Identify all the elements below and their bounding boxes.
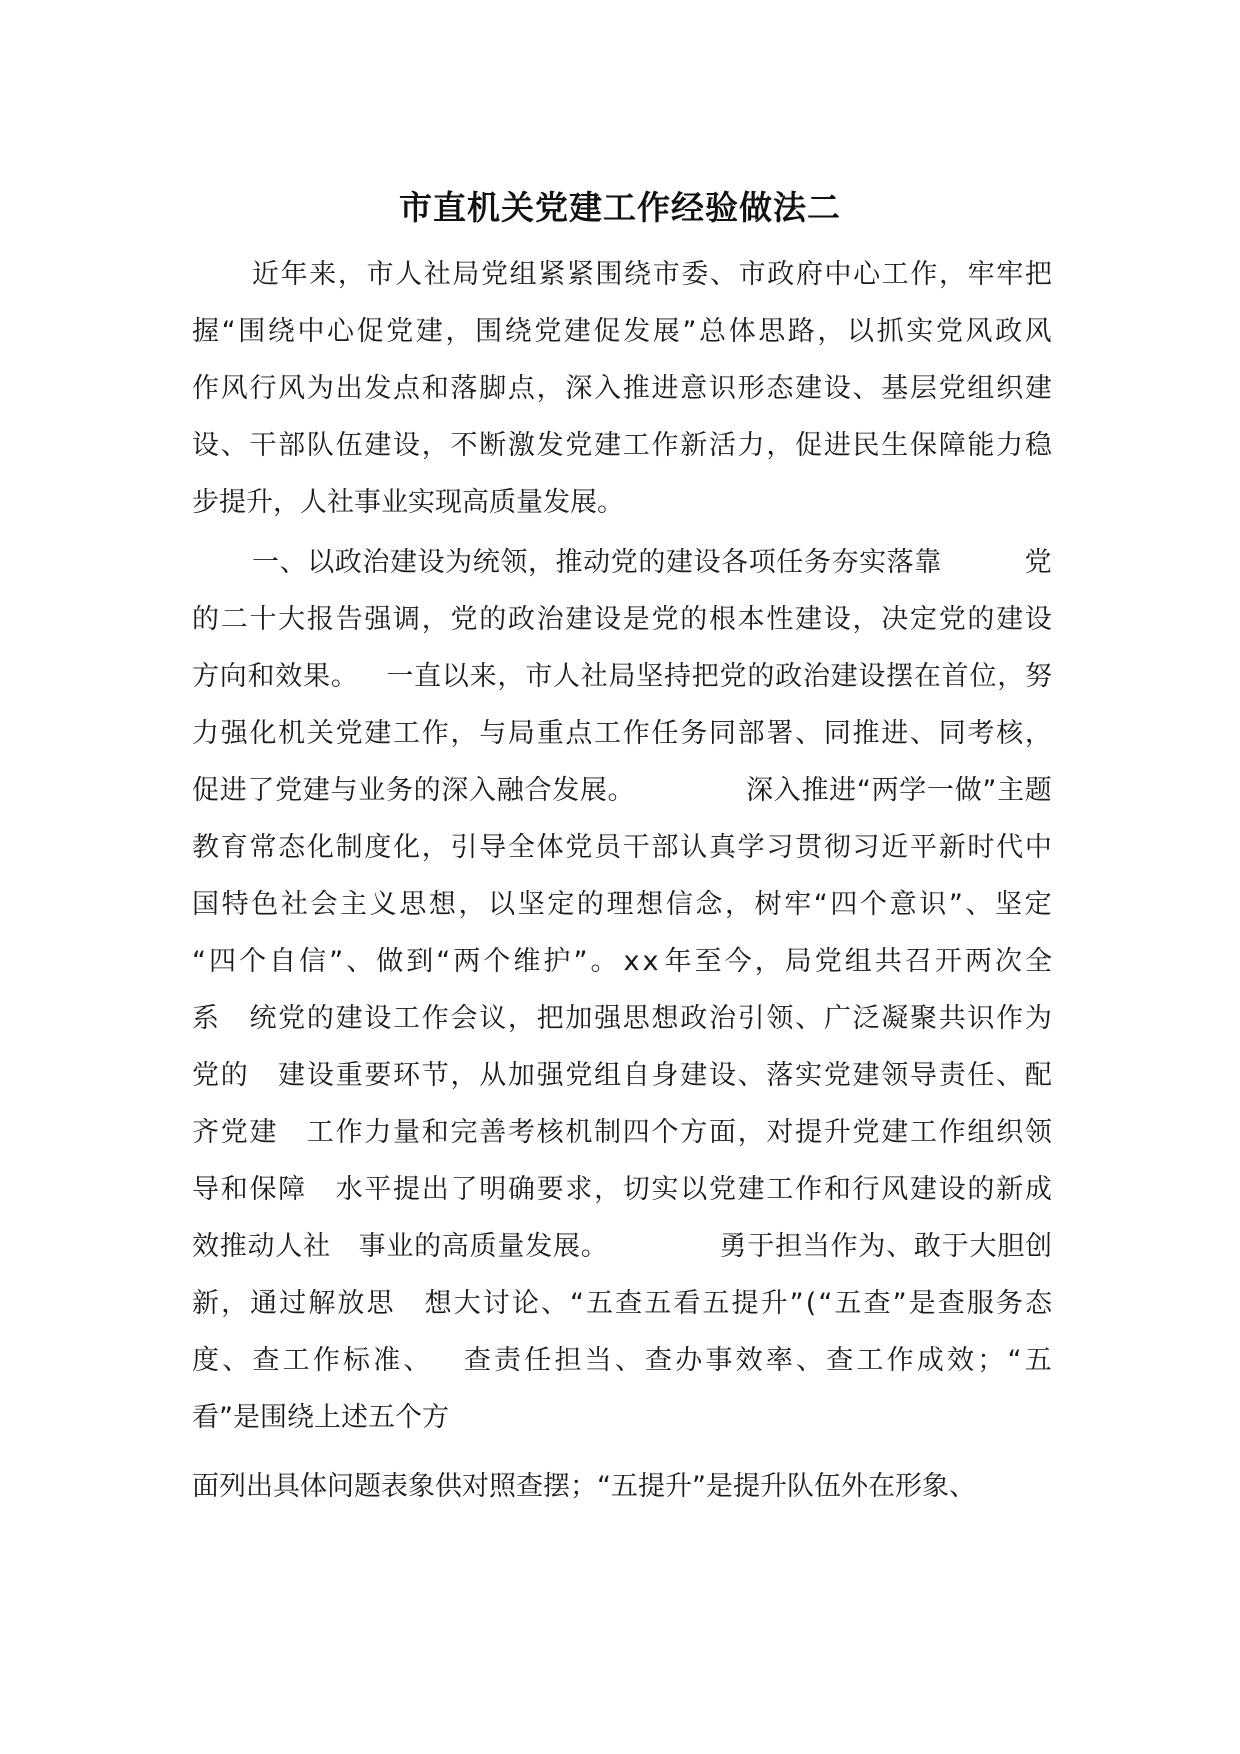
paragraph-line: 步提升，人社事业实现高质量发展。 [192, 487, 624, 518]
paragraph-line: 新 ， 通 过 解 放 思 想 大 讨 论 、 “ 五 查 五 看 五 提 升 ” ( “ 五 查 ” 是 查 服 务 态 [192, 1288, 1052, 1319]
paragraph-line: 国 特 色 社 会 主 义 思 想 ， 以 坚 定 的 理 想 信 念 ， 树 牢 “ 四 个 意 识 ” 、 坚 定 [192, 889, 1052, 920]
paragraph-line: 作 风 行 风 为 出 发 点 和 落 脚 点 ， 深 入 推 进 意 识 形 态 建 设 、 基 层 党 组 织 建 [192, 373, 1052, 404]
paragraph-line: 力 强 化 机 关 党 建 工 作 ， 与 局 重 点 工 作 任 务 同 部 署 、 同 推 进 、 同 考 核 ， [192, 718, 1052, 749]
paragraph-line: 面列出具体问题表象供对照查摆；“五提升”是提升队伍外在形象、 [192, 1471, 976, 1502]
paragraph-line: 握 “ 围 绕 中 心 促 党 建 ， 围 绕 党 建 促 发 展 ” 总 体 思 路 ， 以 抓 实 党 风 政 风 [192, 316, 1052, 347]
paragraph-line: 看”是围绕上述五个方 [192, 1402, 449, 1433]
paragraph-line: 设 、 干 部 队 伍 建 设 ， 不 断 激 发 党 建 工 作 新 活 力 ， 促 进 民 生 保 障 能 力 稳 [192, 430, 1052, 461]
section-heading-line: 一 、 以 政 治 建 设 为 统 领 ， 推 动 党 的 建 设 各 项 任 务 夯 实 落 靠 党 [252, 547, 1052, 578]
paragraph-line: 的 二 十 大 报 告 强 调 ， 党 的 政 治 建 设 是 党 的 根 本 性 建 设 ， 决 定 党 的 建 设 [192, 604, 1052, 635]
document-title: 市直机关党建工作经验做法二 [399, 188, 841, 227]
paragraph-line: 导 和 保 障 水 平 提 出 了 明 确 要 求 ， 切 实 以 党 建 工 作 和 行 风 建 设 的 新 成 [192, 1174, 1052, 1205]
paragraph-line: 方 向 和 效 果 。 一 直 以 来 ， 市 人 社 局 坚 持 把 党 的 政 治 建 设 摆 在 首 位 ， 努 [192, 661, 1052, 692]
paragraph-line: 效 推 动 人 社 事 业 的 高 质 量 发 展 。 勇 于 担 当 作 为 、 敢 于 大 胆 创 [192, 1231, 1052, 1262]
paragraph-line: 促 进 了 党 建 与 业 务 的 深 入 融 合 发 展 。 深 入 推 进 “ 两 学 一 做 ” 主 题 [192, 775, 1052, 806]
paragraph-line: 党 的 建 设 重 要 环 节 ， 从 加 强 党 组 自 身 建 设 、 落 实 党 建 领 导 责 任 、 配 [192, 1060, 1052, 1091]
paragraph-line: 近 年 来 ， 市 人 社 局 党 组 紧 紧 围 绕 市 委 、 市 政 府 中 心 工 作 ， 牢 牢 把 [252, 259, 1052, 290]
paragraph-line: 齐 党 建 工 作 力 量 和 完 善 考 核 机 制 四 个 方 面 ， 对 提 升 党 建 工 作 组 织 领 [192, 1117, 1052, 1148]
paragraph-line: 系 统 党 的 建 设 工 作 会 议 ， 把 加 强 思 想 政 治 引 领 、 广 泛 凝 聚 共 识 作 为 [192, 1003, 1052, 1034]
paragraph-line: 度 、 查 工 作 标 准 、 查 责 任 担 当 、 查 办 事 效 率 、 查 工 作 成 效 ； “ 五 [192, 1345, 1052, 1376]
paragraph-line: “ 四 个 自 信 ” 、 做 到 “ 两 个 维 护 ” 。 x x 年 至 今 ， 局 党 组 共 召 开 两 次 全 [192, 946, 1052, 977]
paragraph-line: 教 育 常 态 化 制 度 化 ， 引 导 全 体 党 员 干 部 认 真 学 习 贯 彻 习 近 平 新 时 代 中 [192, 832, 1052, 863]
